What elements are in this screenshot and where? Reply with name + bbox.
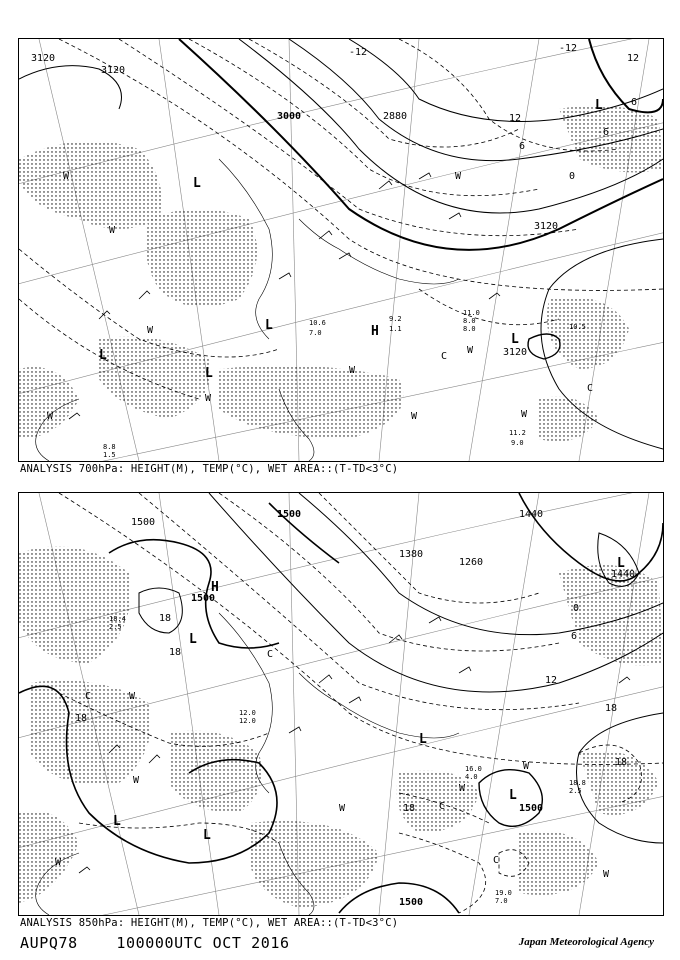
area-mark: W xyxy=(349,365,356,376)
area-mark: W xyxy=(133,775,140,786)
temp-label: -6 xyxy=(597,127,610,138)
station-value: 10.5 xyxy=(569,323,586,331)
panel-caption-700hpa: ANALYSIS 700hPa: HEIGHT(M), TEMP(°C), WET AREA::(T-TD<3°C) xyxy=(20,463,399,475)
low-center: L xyxy=(511,332,519,347)
area-mark: W xyxy=(467,345,474,356)
temp-label: 18 xyxy=(169,647,182,658)
temp-label: 6 xyxy=(519,141,526,152)
low-center: L xyxy=(99,348,107,363)
temp-label: 12 xyxy=(545,675,558,686)
station-value: 12.0 xyxy=(239,717,256,725)
station-value: 10.6 xyxy=(309,319,326,327)
height-label: 3120 xyxy=(101,65,126,76)
low-center: L xyxy=(509,788,517,803)
map-panel-850hpa xyxy=(18,492,664,916)
height-label: 3000 xyxy=(277,111,302,122)
station-value: 9.0 xyxy=(511,439,524,447)
area-mark: W xyxy=(339,803,346,814)
area-mark: C xyxy=(267,649,274,660)
temp-label: 0 xyxy=(573,603,580,614)
low-center: L xyxy=(203,828,211,843)
high-center: H xyxy=(211,580,219,595)
height-label: 2880 xyxy=(383,111,408,122)
area-mark: C xyxy=(85,691,92,702)
area-mark: W xyxy=(63,171,70,182)
height-label: 3120 xyxy=(31,53,56,64)
height-label: 3120 xyxy=(503,347,528,358)
station-value: 1.5 xyxy=(103,451,116,459)
station-value: 2.5 xyxy=(569,787,582,795)
station-value: 4.0 xyxy=(465,773,478,781)
height-label: 1500 xyxy=(191,593,216,604)
area-mark: W xyxy=(521,409,528,420)
product-code: AUPQ78 xyxy=(20,934,78,952)
temp-label: 18 xyxy=(403,803,416,814)
area-mark: C xyxy=(587,383,594,394)
low-center: L xyxy=(595,98,603,113)
wet-area-shading xyxy=(19,106,663,442)
station-value: 8.0 xyxy=(463,325,476,333)
height-label: 1500 xyxy=(131,517,156,528)
height-label: 1440 xyxy=(519,509,544,520)
height-label: 1260 xyxy=(459,557,484,568)
product-header xyxy=(20,934,290,952)
area-mark: W xyxy=(411,411,418,422)
area-mark: C xyxy=(441,351,448,362)
area-mark: W xyxy=(603,869,610,880)
valid-time: 100000UTC OCT 2016 xyxy=(116,934,290,952)
area-mark: W xyxy=(455,171,462,182)
map-panel-700hpa xyxy=(18,38,664,462)
station-value: 1.1 xyxy=(389,325,402,333)
area-mark: W xyxy=(109,225,116,236)
station-value: 2.5 xyxy=(109,623,122,631)
station-value: 16.0 xyxy=(465,765,482,773)
station-value: 7.0 xyxy=(495,897,508,905)
temp-label: 18 xyxy=(75,713,88,724)
area-mark: W xyxy=(523,761,530,772)
low-center: L xyxy=(205,366,213,381)
temp-label: 6 xyxy=(571,631,578,642)
low-center: L xyxy=(265,318,273,333)
area-mark: W xyxy=(205,393,212,404)
area-mark: C xyxy=(493,855,500,866)
temp-label: 6 xyxy=(631,97,638,108)
station-value: 8.8 xyxy=(103,443,116,451)
station-value: 19.0 xyxy=(495,889,512,897)
temp-label: 12 xyxy=(627,53,640,64)
height-label: 1500 xyxy=(399,897,424,908)
area-mark: W xyxy=(147,325,154,336)
area-mark: W xyxy=(459,783,466,794)
station-value: 8.0 xyxy=(463,317,476,325)
temp-label: -12 xyxy=(559,43,578,54)
low-center: L xyxy=(193,176,201,191)
low-center: L xyxy=(113,814,121,829)
station-value: 11.0 xyxy=(463,309,480,317)
area-mark: W xyxy=(129,691,136,702)
temp-label: 18 xyxy=(605,703,618,714)
station-value: 9.2 xyxy=(389,315,402,323)
agency-name: Japan Meteorological Agency xyxy=(518,936,654,948)
height-label: 1500 xyxy=(277,509,302,520)
station-value: 18.8 xyxy=(569,779,586,787)
high-center: H xyxy=(371,324,379,339)
station-value: 11.2 xyxy=(509,429,526,437)
weather-chart-700hpa xyxy=(19,39,663,461)
low-center: L xyxy=(419,732,427,747)
station-value: 18.4 xyxy=(109,615,126,623)
low-center: L xyxy=(617,556,625,571)
area-mark: W xyxy=(47,411,54,422)
height-label: 3120 xyxy=(534,221,559,232)
height-label: 1500 xyxy=(519,803,544,814)
height-label: 1440 xyxy=(611,569,636,580)
temp-label: 12 xyxy=(509,113,522,124)
temp-label: 18 xyxy=(615,757,628,768)
height-label: 1380 xyxy=(399,549,424,560)
low-center: L xyxy=(189,632,197,647)
area-mark: C xyxy=(439,801,446,812)
station-value: 12.0 xyxy=(239,709,256,717)
temp-label: -12 xyxy=(349,47,368,58)
temp-label: 0 xyxy=(569,171,576,182)
panel-caption-850hpa: ANALYSIS 850hPa: HEIGHT(M), TEMP(°C), WET AREA::(T-TD<3°C) xyxy=(20,917,399,929)
area-mark: W xyxy=(55,857,62,868)
weather-chart-850hpa xyxy=(19,493,663,915)
station-value: 7.0 xyxy=(309,329,322,337)
wet-area-shading xyxy=(19,546,663,908)
temp-label: 18 xyxy=(159,613,172,624)
